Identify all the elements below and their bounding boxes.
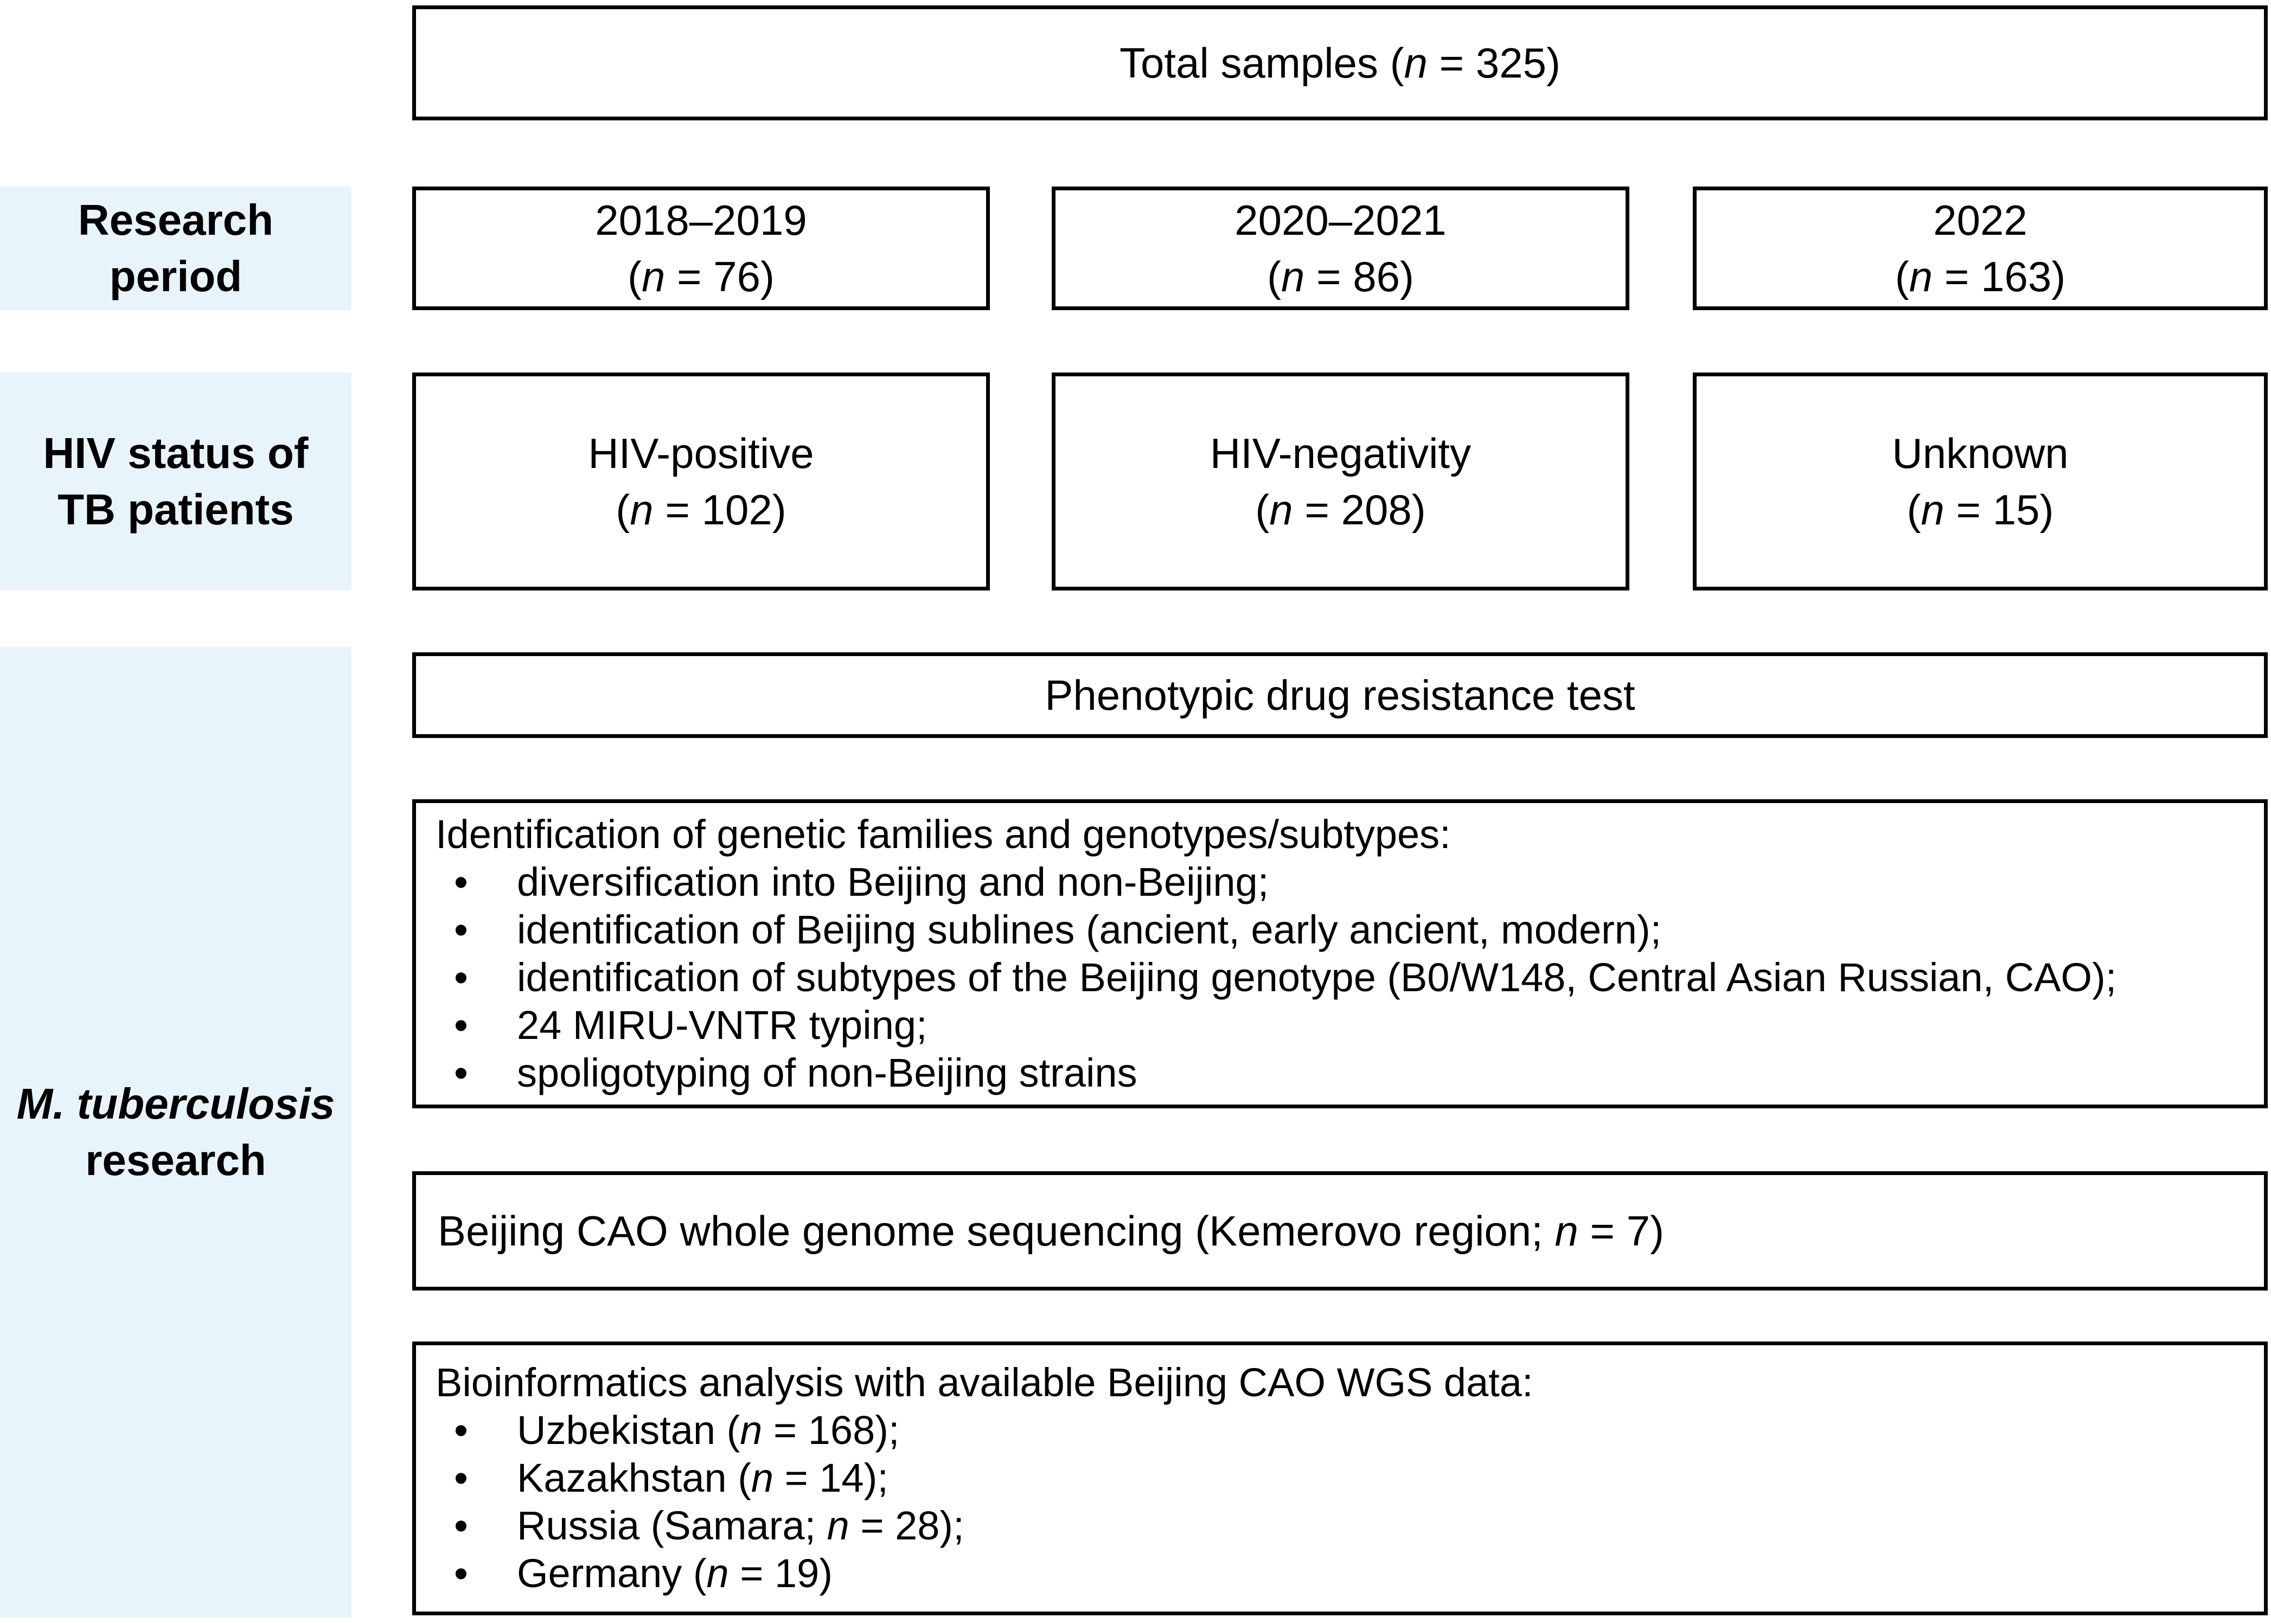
- bullet-text: identification of Beijing sublines (ancient, early ancient, modern);: [517, 907, 1662, 952]
- period-count: (n = 86): [1266, 253, 1414, 300]
- identification-bullet-item: [436, 954, 2253, 1002]
- bioinformatics-bullet-item: [436, 1454, 2253, 1502]
- bullet-icon: •: [454, 1408, 468, 1453]
- hiv-status-count: (n = 15): [1907, 486, 2054, 534]
- bullet-icon: •: [454, 907, 468, 952]
- side-label-line: M. tuberculosis: [16, 1080, 335, 1128]
- bullet-icon: •: [454, 1503, 468, 1548]
- bullet-text: identification of subtypes of the Beijing genotype (B0/W148, Central Asian Russian, CAO);: [517, 955, 2117, 1000]
- bioinformatics-bullet-item: [436, 1550, 2253, 1597]
- bullet-icon: •: [454, 859, 468, 904]
- identification-intro: Identification of genetic families and genotypes/subtypes:: [436, 812, 1451, 857]
- side-label-line: research: [85, 1136, 266, 1184]
- total-samples-text: Total samples (n = 325): [1119, 39, 1560, 87]
- bioinformatics-bullet-item: [436, 1502, 2253, 1550]
- hiv-status-text: Unknown: [1892, 429, 2069, 477]
- hiv-status-text: HIV-positive: [588, 429, 814, 477]
- phenotypic-test-box: [412, 652, 2268, 738]
- bullet-icon: •: [454, 1551, 468, 1596]
- side-label-research-period: [0, 187, 351, 310]
- period-years: 2022: [1933, 196, 2027, 244]
- bullet-text: Russia (Samara; n = 28);: [517, 1503, 964, 1548]
- bullet-text: Kazakhstan (n = 14);: [517, 1455, 888, 1500]
- bioinformatics-box: [412, 1341, 2268, 1615]
- hiv-status-text: HIV-negativity: [1210, 429, 1472, 477]
- period-box-2022: [1693, 187, 2268, 310]
- period-years: 2020–2021: [1234, 196, 1447, 244]
- bullet-icon: •: [454, 1050, 468, 1095]
- bullet-icon: •: [454, 1455, 468, 1500]
- identification-bullet-item: [436, 906, 2253, 954]
- bullet-text: diversification into Beijing and non-Beijing;: [517, 859, 1269, 904]
- bioinformatics-intro: Bioinformatics analysis with available Beijing CAO WGS data:: [436, 1360, 1533, 1405]
- hiv-positive-box: [412, 373, 990, 590]
- hiv-unknown-box: [1693, 373, 2268, 590]
- wgs-text: Beijing CAO whole genome sequencing (Kemerovo region; n = 7): [438, 1206, 1665, 1255]
- phenotypic-test-text: Phenotypic drug resistance test: [1045, 671, 1635, 719]
- bioinformatics-bullet-item: [436, 1407, 2253, 1454]
- bullet-text: Germany (n = 19): [517, 1551, 833, 1596]
- period-count: (n = 163): [1895, 253, 2066, 300]
- bullet-text: Uzbekistan (n = 168);: [517, 1408, 900, 1453]
- bullet-icon: •: [454, 955, 468, 1000]
- side-label-line: TB patients: [57, 485, 294, 534]
- period-box-2020-2021: [1052, 187, 1629, 310]
- side-label-line: Research: [78, 196, 274, 244]
- period-count: (n = 76): [627, 253, 775, 300]
- bullet-text: spoligotyping of non-Beijing strains: [517, 1050, 1137, 1095]
- hiv-negative-box: [1052, 373, 1629, 590]
- bullet-text: 24 MIRU-VNTR typing;: [517, 1003, 927, 1048]
- side-label-mtb-research: [0, 647, 351, 1617]
- identification-bullet-item: [436, 1049, 2253, 1097]
- wgs-box: [412, 1171, 2268, 1291]
- identification-box: [412, 799, 2268, 1108]
- side-label-hiv-status: [0, 373, 351, 590]
- side-label-line: HIV status of: [43, 429, 309, 477]
- identification-bullet-item: [436, 1002, 2253, 1049]
- side-label-line: period: [109, 252, 242, 300]
- period-box-2018-2019: [412, 187, 990, 310]
- hiv-status-count: (n = 208): [1255, 486, 1426, 534]
- hiv-status-count: (n = 102): [616, 486, 786, 534]
- identification-bullet-item: [436, 858, 2253, 906]
- total-samples-box: [412, 5, 2268, 120]
- period-years: 2018–2019: [595, 196, 807, 244]
- bullet-icon: •: [454, 1003, 468, 1048]
